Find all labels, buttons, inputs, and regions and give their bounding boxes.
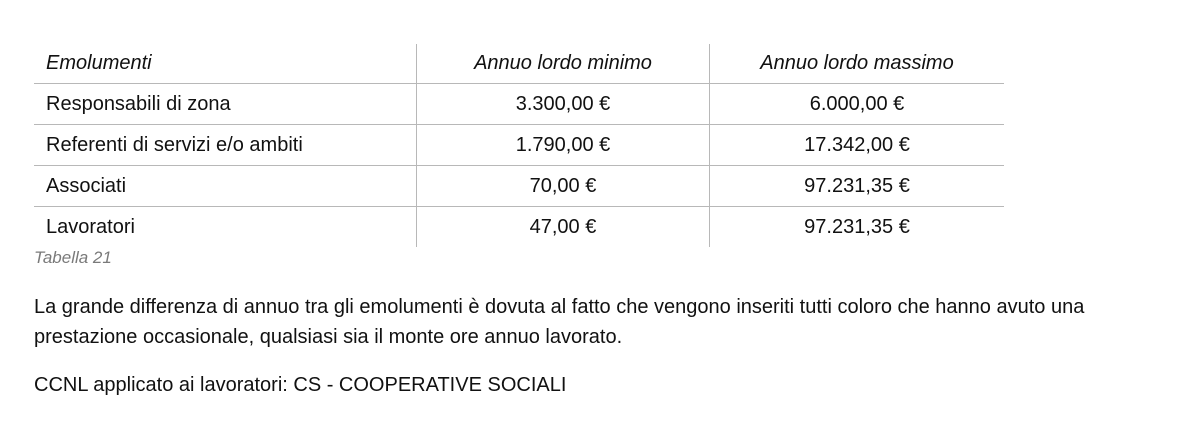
max-value: 97.231,35 € — [710, 207, 1005, 248]
header-annuo-lordo-minimo: Annuo lordo minimo — [417, 44, 710, 84]
max-value: 6.000,00 € — [710, 84, 1005, 125]
header-emolumenti: Emolumenti — [34, 44, 417, 84]
table-row — [34, 84, 1004, 125]
min-value: 47,00 € — [417, 207, 710, 248]
header-annuo-lordo-massimo: Annuo lordo massimo — [710, 44, 1005, 84]
max-value: 97.231,35 € — [710, 166, 1005, 207]
paragraph-explanation: La grande differenza di annuo tra gli emolumenti è dovuta al fatto che vengono inseriti tutti coloro che hanno avuto una prestazione occasionale, qualsiasi sia il monte ore annuo lavorato. — [34, 296, 1085, 348]
emolumenti-table — [34, 44, 1004, 247]
paragraph-ccnl: CCNL applicato ai lavoratori: CS - COOPERATIVE SOCIALI — [34, 374, 567, 396]
row-label: Referenti di servizi e/o ambiti — [34, 125, 417, 166]
row-label: Associati — [34, 166, 417, 207]
table-row — [34, 125, 1004, 166]
row-label: Lavoratori — [46, 216, 135, 238]
min-value: 70,00 € — [417, 166, 710, 207]
max-value: 17.342,00 € — [710, 125, 1005, 166]
min-value: 3.300,00 € — [417, 84, 710, 125]
table-caption: Tabella 21 — [34, 248, 112, 267]
table-row — [34, 166, 1004, 207]
table-row — [34, 207, 1004, 248]
row-label: Responsabili di zona — [34, 84, 417, 125]
table-header-row — [34, 44, 1004, 84]
min-value: 1.790,00 € — [417, 125, 710, 166]
emolumenti-table-container — [34, 44, 1004, 247]
